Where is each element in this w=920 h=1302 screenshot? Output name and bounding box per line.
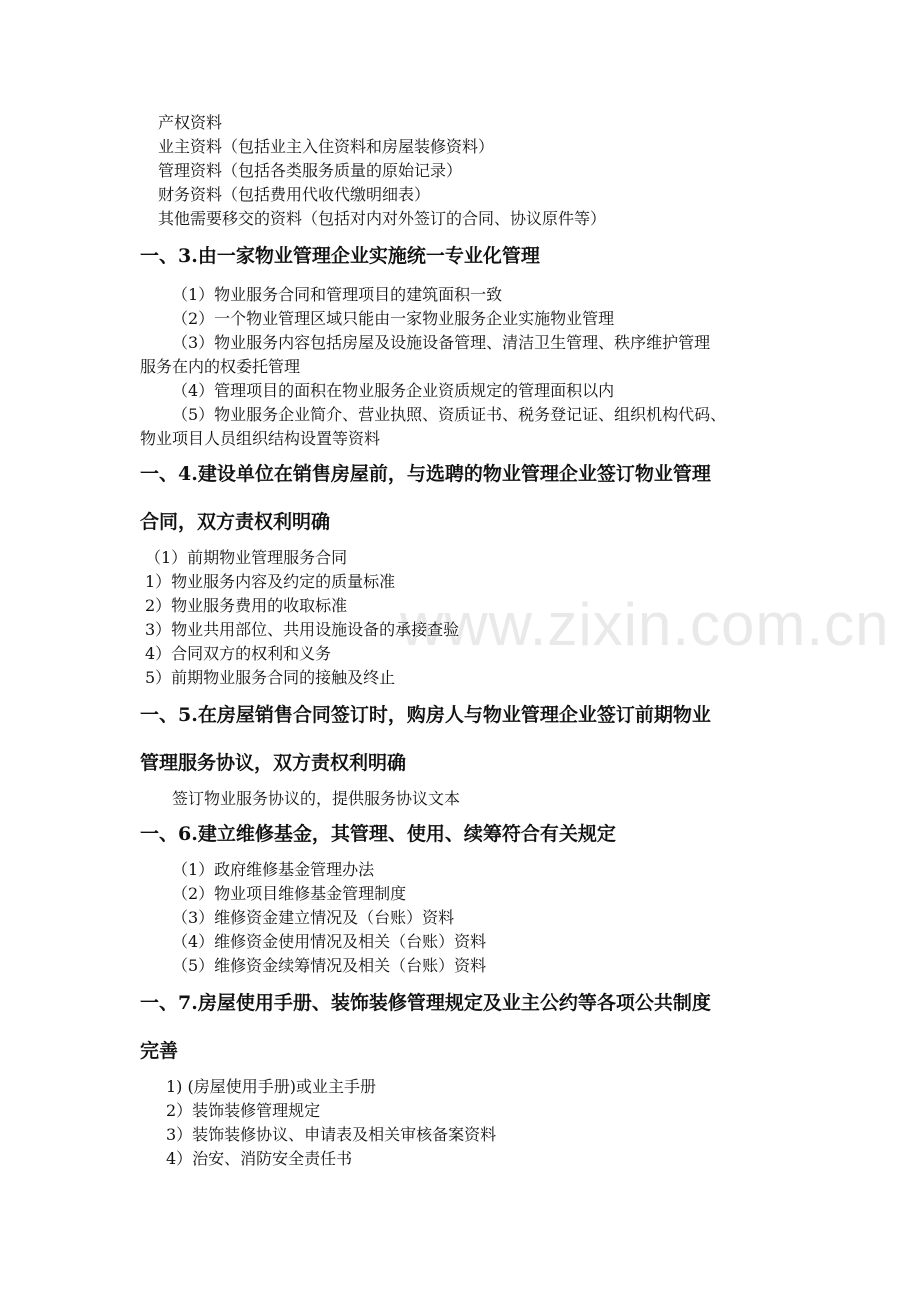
list-item: 3）装饰装修协议、申请表及相关审核备案资料 (166, 1125, 497, 1144)
list-item: （5）维修资金续筹情况及相关（台账）资料 (172, 956, 487, 975)
list-item: （2）一个物业管理区域只能由一家物业服务企业实施物业管理 (172, 309, 615, 328)
list-item: 1) (房屋使用手册)或业主手册 (166, 1077, 376, 1096)
list-item: （1）政府维修基金管理办法 (172, 860, 375, 879)
watermark: www.zixin.com.cn (400, 591, 890, 658)
list-item: 5）前期物业服务合同的接触及终止 (145, 668, 396, 687)
list-item: （1）物业服务合同和管理项目的建筑面积一致 (172, 285, 503, 304)
list-item: 业主资料（包括业主入住资料和房屋装修资料） (158, 137, 495, 156)
list-item: 3）物业共用部位、共用设施设备的承接查验 (145, 620, 460, 639)
list-item: （3）物业服务内容包括房屋及设施设备管理、清洁卫生管理、秩序维护管理 (172, 333, 711, 352)
list-item: 其他需要移交的资料（包括对内对外签订的合同、协议原件等） (158, 209, 607, 228)
list-item: 财务资料（包括费用代收代缴明细表） (158, 185, 431, 204)
section-heading-continuation: 管理服务协议，双方责权利明确 (140, 752, 407, 774)
list-item: 管理资料（包括各类服务质量的原始记录） (158, 161, 463, 180)
section-heading-continuation: 合同，双方责权利明确 (140, 511, 331, 533)
section-heading: 一、5.在房屋销售合同签订时，购房人与物业管理企业签订前期物业 (140, 704, 711, 726)
list-item-continuation: 物业项目人员组织结构设置等资料 (140, 429, 381, 448)
list-item: （4）管理项目的面积在物业服务企业资质规定的管理面积以内 (172, 381, 615, 400)
list-item: （2）物业项目维修基金管理制度 (172, 884, 407, 903)
list-item: （4）维修资金使用情况及相关（台账）资料 (172, 932, 487, 951)
section-heading: 一、6.建立维修基金，其管理、使用、续筹符合有关规定 (140, 823, 616, 845)
section-heading-continuation: 完善 (140, 1040, 179, 1062)
list-item: （3）维修资金建立情况及（台账）资料 (172, 908, 455, 927)
section-heading: 一、7.房屋使用手册、装饰装修管理规定及业主公约等各项公共制度 (140, 992, 711, 1014)
list-item: 4）治安、消防安全责任书 (166, 1149, 353, 1168)
list-item: 产权资料 (158, 113, 223, 132)
section-heading: 一、3.由一家物业管理企业实施统一专业化管理 (140, 245, 540, 267)
list-item: 签订物业服务协议的，提供服务协议文本 (172, 789, 461, 808)
list-item: （5）物业服务企业简介、营业执照、资质证书、税务登记证、组织机构代码、 (172, 405, 727, 424)
section-heading: 一、4.建设单位在销售房屋前，与选聘的物业管理企业签订物业管理 (140, 463, 711, 485)
list-item: 2）物业服务费用的收取标准 (145, 596, 348, 615)
list-item: 4）合同双方的权利和义务 (145, 644, 332, 663)
list-item-continuation: 服务在内的权委托管理 (140, 357, 301, 376)
list-item: 2）装饰装修管理规定 (166, 1101, 321, 1120)
list-item: 1）物业服务内容及约定的质量标准 (145, 572, 396, 591)
list-item: （1）前期物业管理服务合同 (145, 548, 348, 567)
